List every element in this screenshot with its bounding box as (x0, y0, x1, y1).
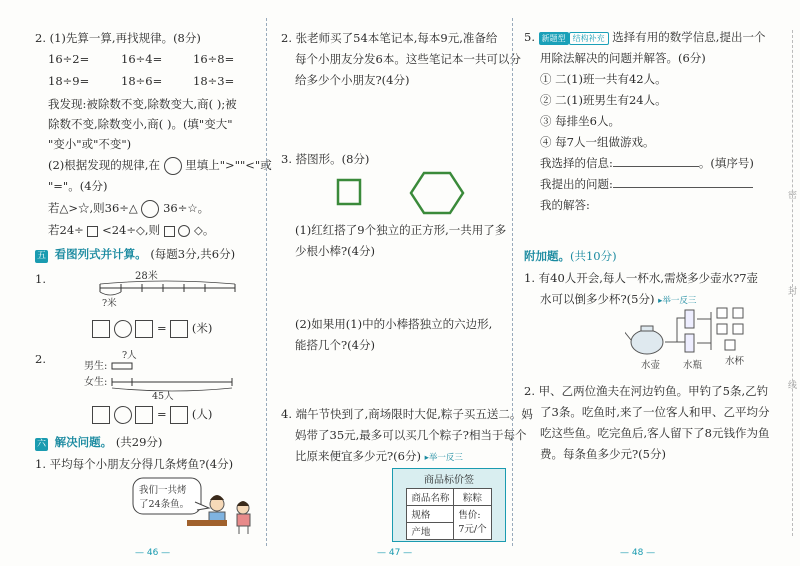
price-tag-title: 商品标价签 (424, 475, 474, 486)
cup-label: 水杯 (725, 356, 745, 367)
e2-line-1: 2. 甲、乙两位渔夫在河边钓鱼。甲钓了5条,乙钓 (524, 384, 769, 398)
square-blank[interactable] (87, 226, 98, 237)
cell-label: 规格 (407, 506, 454, 523)
girl-label: 女生: (84, 377, 108, 388)
option-4: ④ 每7人一组做游戏。 (540, 135, 655, 149)
cell-label: 产地 (407, 523, 454, 540)
page-number-47: — 47 — (377, 548, 413, 558)
equation-row-1: = (米) (92, 320, 212, 338)
question-label: ?人 (122, 350, 137, 361)
bubble-line-1: 我们一共烤 (139, 485, 187, 496)
e2-line-4: 费。每条鱼多少元?(5分) (540, 447, 666, 461)
q3-part2-line-2: 能搭几个?(4分) (295, 338, 375, 352)
seal-line (792, 30, 793, 536)
answer-box[interactable] (92, 320, 110, 338)
q3-part1-line-2: 少根小棒?(4分) (295, 244, 375, 258)
item-1-number: 1. (35, 272, 46, 286)
answer-circle[interactable] (164, 157, 182, 175)
compare-circle[interactable] (141, 200, 159, 218)
q4-line-2: 妈带了35元,最多可以买几个粽子?相当于每个 (295, 428, 527, 442)
q1-text: 1. 平均每个小朋友分得几条烤鱼?(4分) (35, 457, 234, 471)
kettle-label: 水壶 (641, 360, 661, 371)
part2-line: (2)根据发现的规律,在 里填上">""<"或 (48, 157, 272, 175)
page-number-48: — 48 — (620, 548, 656, 558)
q2-line-1: 2. 张老师买了54本笔记本,每本9元,准备给 (281, 31, 498, 45)
bubble-line-2: 了24条鱼。 (139, 499, 190, 510)
answer-box[interactable] (92, 406, 110, 424)
info-line: 我选择的信息: 。(填序号) (540, 156, 754, 170)
question-line: 我提出的问题: (540, 176, 753, 192)
finding-line-1: 我发现:被除数不变,除数变大,商( );被 (48, 97, 237, 111)
option-1: ① 二(1)班一共有42人。 (540, 72, 667, 86)
segment-diagram-2 (82, 348, 262, 400)
hexagon-shape (411, 173, 463, 213)
fish-illustration (125, 476, 265, 538)
column-divider (512, 18, 513, 546)
price-label: 售价: (458, 510, 481, 521)
e1-line-2: 水可以倒多少杯?(5分) ▸举一反三 (540, 292, 697, 306)
q4-line-3: 比原来便宜多少元?(6分) ▸举一反三 (295, 449, 463, 463)
bottle-label: 水瓶 (683, 360, 703, 371)
price-tag (392, 468, 506, 542)
operator-circle[interactable] (114, 320, 132, 338)
answer-box[interactable] (135, 406, 153, 424)
section-title: 看图列式并计算。 (54, 247, 147, 261)
cell-value: 粽粽 (454, 489, 491, 506)
section-title: 解决问题。 (54, 435, 113, 449)
example-1: 若△>☆,则36÷△ 36÷☆。 (48, 200, 209, 218)
answer-line: 我的解答: (540, 198, 590, 212)
e2-line-3: 吃这些鱼。吃完鱼后,客人留下了8元钱作为鱼 (540, 426, 770, 440)
equation-row-2: = (人) (92, 406, 212, 424)
calc-18-9: 18÷9= (48, 74, 90, 88)
square-blank[interactable] (164, 226, 175, 237)
question-blank[interactable] (613, 187, 753, 188)
example-2: 若24÷ <24÷◇,则 ◇。 (48, 223, 215, 237)
q3-part2-line-1: (2)如果用(1)中的小棒搭独立的六边形, (295, 317, 493, 331)
practice-link[interactable]: ▸举一反三 (424, 453, 463, 463)
price-value: 7元/个 (458, 524, 487, 535)
column-divider (266, 18, 267, 546)
part-label: ?米 (102, 298, 117, 309)
compare-circle[interactable] (178, 225, 190, 237)
section-badge: 五 (36, 251, 46, 261)
kettle-cups-illustration (625, 306, 765, 372)
calc-18-6: 18÷6= (121, 74, 163, 88)
answer-box[interactable] (170, 320, 188, 338)
option-2: ② 二(1)班男生有24人。 (540, 93, 667, 107)
total-label: 45人 (152, 391, 174, 400)
e2-line-2: 了3条。吃鱼时,来了一位客人和甲、乙平均分 (540, 405, 770, 419)
q2-title: 2. (1)先算一算,再找规律。(8分) (35, 31, 201, 45)
part2-line-2: "="。(4分) (48, 179, 108, 193)
section-5-header: 五 看图列式并计算。 (每题3分,共6分) (36, 247, 236, 261)
q2-line-3: 给多少个小朋友?(4分) (295, 73, 410, 87)
operator-circle[interactable] (114, 406, 132, 424)
extra-header: 附加题。(共10分) (524, 249, 617, 263)
q5-line-1: 5. 新题型 结构补充 选择有用的数学信息,提出一个 (524, 30, 766, 44)
cell-label: 商品名称 (407, 489, 454, 506)
answer-box[interactable] (170, 406, 188, 424)
new-type-tag: 新题型 (539, 32, 569, 45)
boy-label: 男生: (84, 361, 108, 372)
q3-part1-line-1: (1)红红搭了9个独立的正方形,一共用了多 (295, 223, 507, 237)
e1-line-1: 1. 有40人开会,每人一杯水,需烧多少壶水?7壶 (524, 271, 759, 285)
square-shape (338, 180, 360, 204)
shapes-figure (332, 170, 472, 220)
practice-link[interactable]: ▸举一反三 (658, 296, 697, 306)
calc-18-3: 18÷3= (193, 74, 235, 88)
segment-diagram-1 (95, 268, 245, 310)
answer-box[interactable] (135, 320, 153, 338)
q4-line-1: 4. 端午节快到了,商场限时大促,粽子买五送二。妈 (281, 407, 533, 421)
info-blank[interactable] (613, 166, 699, 167)
calc-16-2: 16÷2= (48, 52, 90, 66)
total-label: 28米 (135, 271, 158, 282)
item-2-number: 2. (35, 352, 46, 366)
seal-char: 线 (788, 381, 798, 391)
q5-line-2: 用除法解决的问题并解答。(6分) (540, 51, 706, 65)
finding-line-2: 除数不变,除数变小,商( )。(填"变大" (48, 117, 233, 131)
price-tag-table (406, 488, 491, 540)
calc-16-4: 16÷4= (121, 52, 163, 66)
finding-line-3: "变小"或"不变") (48, 137, 132, 151)
q3-title: 3. 搭图形。(8分) (281, 152, 370, 166)
seal-char: 封 (788, 287, 798, 297)
seal-char: 密 (788, 191, 798, 201)
option-3: ③ 每排坐6人。 (540, 114, 620, 128)
q2-line-2: 每个小朋友分发6本。这些笔记本一共可以分 (295, 52, 521, 66)
section-badge: 六 (36, 439, 46, 449)
page-number-46: — 46 — (135, 548, 171, 558)
calc-16-8: 16÷8= (193, 52, 235, 66)
section-6-header: 六 解决问题。 (共29分) (36, 435, 163, 449)
structure-tag: 结构补充 (569, 32, 609, 45)
